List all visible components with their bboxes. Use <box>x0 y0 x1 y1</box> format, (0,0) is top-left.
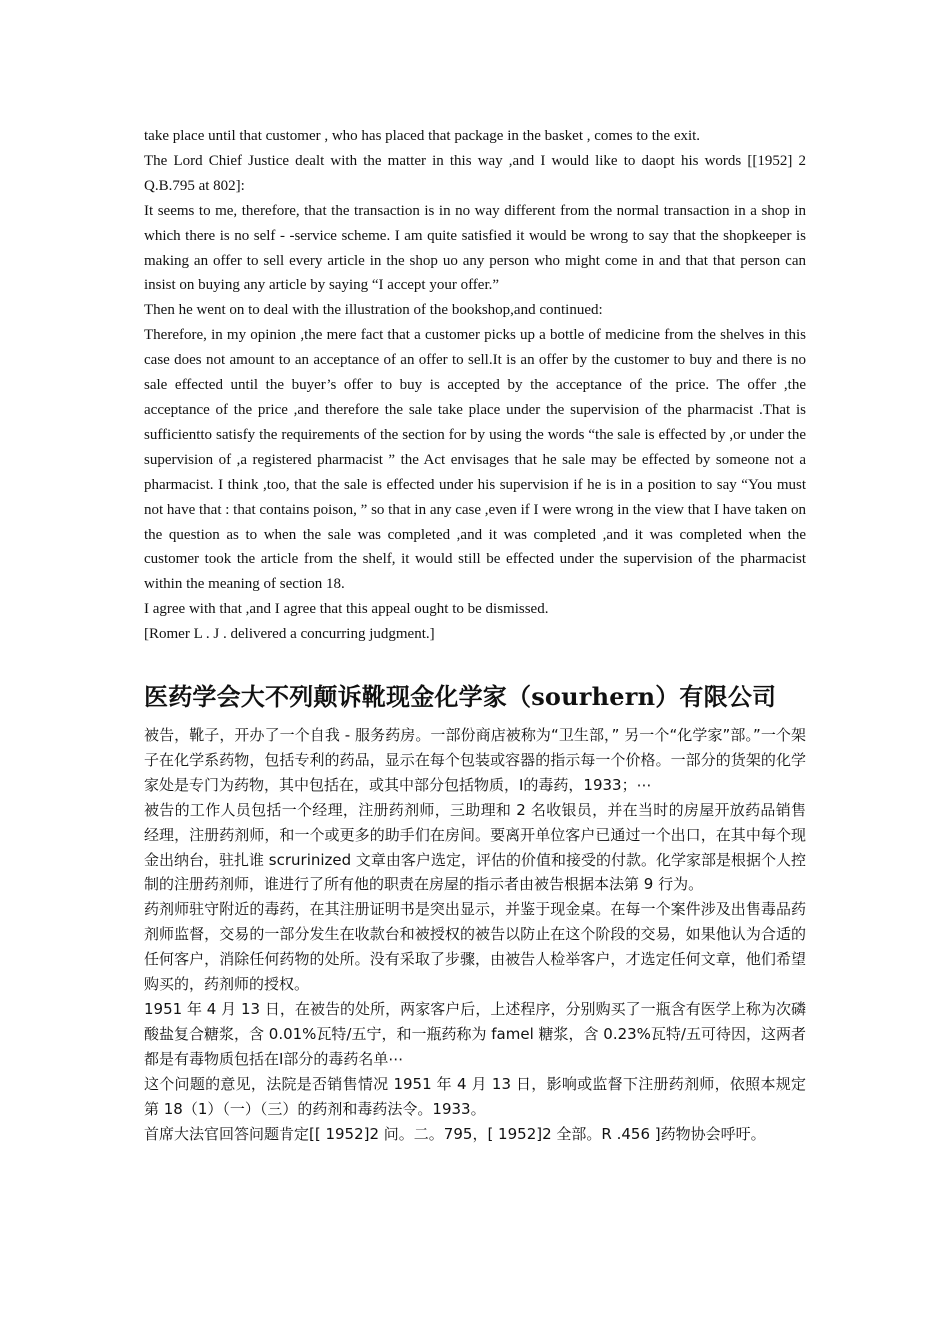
paragraph-zh-4: 1951 年 4 月 13 日，在被告的处所，两家客户后，上述程序，分别购买了一瓶含有医学上称为次磷酸盐复合糖浆，含 0.01%瓦特/五宁，和一瓶药称为 famel 糖浆，含 0.23%瓦特/五可待因，这两者都是有毒物质包括在Ⅰ部分的毒药名单⋯ <box>144 1000 806 1068</box>
paragraph-en-5: Therefore, in my opinion ,the mere fact that a customer picks up a bottle of medicine from the shelves in this case does not amount to an acceptance of an offer to sell.It is an offer by the customer to buy and there is no sale effected until the buyer’s offer to buy is accepted by the acceptance of the price. The offer ,the acceptance of the price ,and therefore the sale take place under the supervision of the pharmacist .That is sufficientto satisfy the requirements of the section for by using the words “the sale is effected by ,or under the supervision of ,a registered pharmacist ” the Act envisages that he sale may be effected by someone not a pharmacist. I think ,too, that the sale is effected under his supervision if he is in a position to say “You must not have that : that contains poison, ” so that in any case ,even if I were wrong in the view that I have taken on the question as to when the sale was completed ,and it was completed ,and it was completed when the customer took the article from the shelf, it would still be effected under the supervision of the pharmacist within the meaning of section 18. <box>144 327 806 593</box>
paragraph-en-4: Then he went on to deal with the illustration of the bookshop,and continued: <box>144 302 603 319</box>
paragraph-en-1: take place until that customer , who has placed that package in the basket , comes to the exit. <box>144 128 701 144</box>
paragraph-zh-5: 这个问题的意见，法院是否销售情况 1951 年 4 月 13 日，影响或监督下注册药剂师，依照本规定第 18（1）（一）（三）的药剂和毒药法令。1933。 <box>144 1074 806 1118</box>
chinese-section <box>144 723 806 1146</box>
paragraph-en-6: I agree with that ,and I agree that this appeal ought to be dismissed. <box>144 601 549 618</box>
paragraph-zh-3: 药剂师驻守附近的毒药，在其注册证明书是突出显示，并鉴于现金桌。在每一个案件涉及出售毒品药剂师监督，交易的一部分发生在收款台和被授权的被告以防止在这个阶段的交易，如果他认为合适的任何客户，消除任何药物的处所。没有采取了步骤，由被告人检举客户，才选定任何文章，他们希望购买的，药剂师的授权。 <box>144 900 806 994</box>
section-heading: 医药学会大不列颠诉靴现金化学家（sourhern）有限公司 <box>144 682 777 712</box>
paragraph-en-2: The Lord Chief Justice dealt with the matter in this way ,and I would like to daopt his words [[1952] 2 Q.B.795 at 802]: <box>144 152 806 194</box>
paragraph-zh-6: 首席大法官回答问题肯定[[ 1952]2 问。二。795，[ 1952]2 全部。R .456 ]药物协会呼吁。 <box>144 1124 766 1143</box>
paragraph-zh-2: 被告的工作人员包括一个经理，注册药剂师，三助理和 2 名收银员，并在当时的房屋开放药品销售经理，注册药剂师，和一个或更多的助手们在房间。要离开单位客户已通过一个出口，在其中每个现金出纳台，驻扎谁 scrurinized 文章由客户选定，评估的价值和接受的付款。化学家部是根据个人控制的注册药剂师，谁进行了所有他的职责在房屋的指示者由被告根据本法第 9 行为。 <box>144 800 806 894</box>
paragraph-en-7: [Romer L . J . delivered a concurring judgment.] <box>144 626 435 643</box>
paragraph-en-3: It seems to me, therefore, that the transaction is in no way different from the normal transaction in a shop in which there is no self - -service scheme. I am quite satisfied it would be wrong to say that the shopkeeper is making an offer to sell every article in the shop uo any person who might come in and that that person can insist on buying any article by saying “I accept your offer.” <box>144 202 806 294</box>
document-page <box>144 124 806 1146</box>
paragraph-zh-1: 被告，靴子，开办了一个自我 - 服务药房。一部份商店被称为“卫生部，” 另一个“化学家”部。”一个架子在化学系药物，包括专利的药品，显示在每个包装或容器的指示每一个价格。一部分的货架的化学家处是专门为药物，其中包括在，或其中部分包括物质，Ⅰ的毒药，1933；⋯ <box>144 726 806 794</box>
